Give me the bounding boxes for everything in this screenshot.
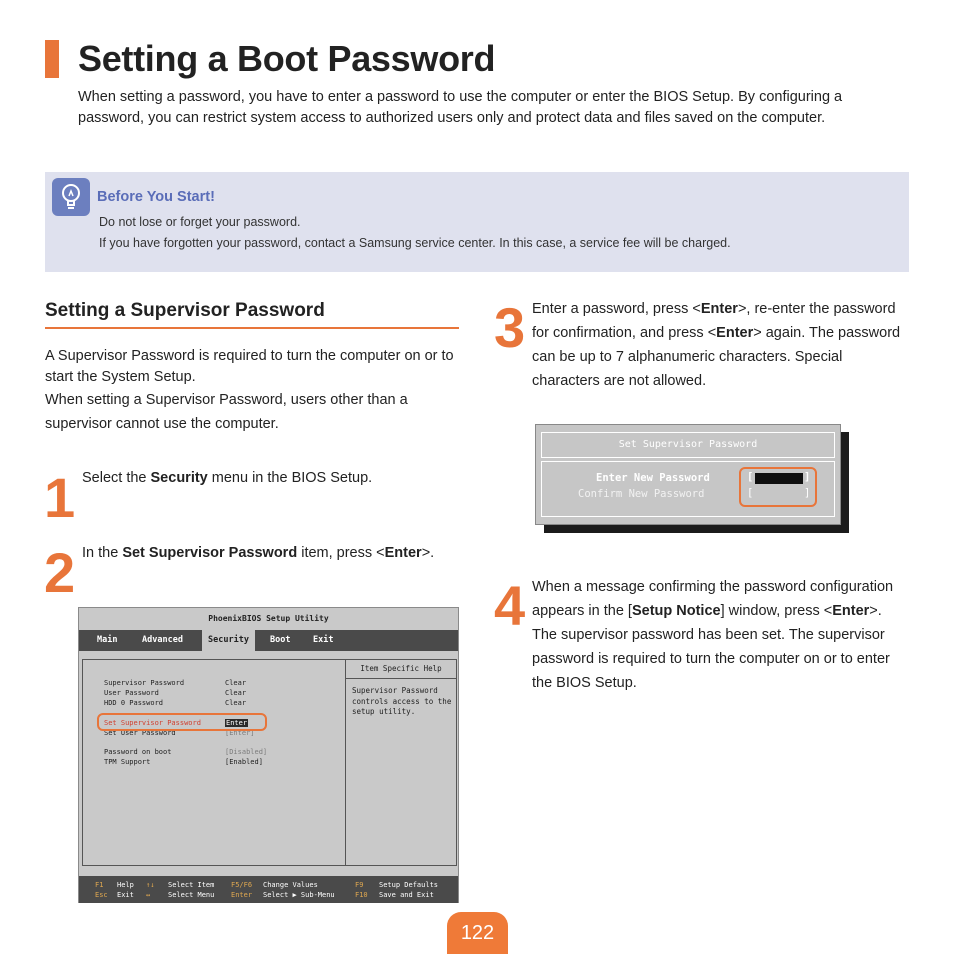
bios-key-label: Select Item: [168, 881, 215, 889]
bios-row-label: Supervisor Password: [104, 679, 185, 687]
step-3-text: Enter a password, press <Enter>, re-enter the password for confirmation, and press <Enter> again. The password can be up to 7 alphanumeric characters. Special characters are not allowed.: [532, 301, 901, 389]
bios-key: Esc: [95, 891, 108, 899]
bios-key: F1: [95, 881, 104, 889]
bios-help-text: Supervisor Password controls access to the setup utility.: [352, 686, 452, 716]
bracket-open: [: [747, 471, 754, 483]
bios-row-label-selected: Set Supervisor Password: [104, 719, 201, 727]
highlight-ring: [739, 467, 817, 507]
section-divider: [45, 327, 459, 329]
bios-key-label: Setup Defaults: [379, 881, 439, 889]
bios-menu-main: Main: [97, 635, 118, 645]
set-supervisor-password-dialog: [535, 424, 841, 525]
bios-menu-bar: [79, 630, 458, 651]
bios-row-value: Clear: [225, 689, 247, 697]
bios-menu-security: Security: [202, 630, 255, 651]
confirm-new-password-label: Confirm New Password: [578, 488, 705, 500]
bios-row-value: Clear: [225, 679, 247, 687]
bracket-open: [: [747, 487, 754, 499]
bios-row-value: [Disabled]: [225, 748, 268, 756]
step-number: 1: [44, 466, 74, 529]
step-number: 4: [494, 574, 524, 637]
bios-row-value-selected: Enter: [226, 719, 248, 727]
section-paragraph: A Supervisor Password is required to turn the computer on or to start the System Setup.: [45, 348, 454, 385]
section-paragraph: When setting a Supervisor Password, users other than a supervisor cannot use the computer.: [45, 392, 408, 432]
tip-title: Before You Start!: [97, 189, 215, 205]
bios-row-label: HDD 0 Password: [104, 699, 164, 707]
step-4-text: When a message confirming the password configuration appears in the [Setup Notice] window, press <Enter>. The supervisor password has been set. The supervisor password is required to turn the computer on or to enter the BIOS Setup.: [532, 575, 912, 695]
bios-key: ↑↓: [146, 881, 155, 889]
bios-key-label: Select Menu: [168, 891, 215, 899]
bios-setup-screenshot: [78, 607, 459, 903]
page-title: Setting a Boot Password: [78, 38, 496, 79]
highlight-ring: [97, 713, 267, 731]
bios-key: F9: [355, 881, 364, 889]
section-title: Setting a Supervisor Password: [45, 300, 325, 321]
bios-settings-panel: [82, 659, 346, 866]
bios-row-label: Password on boot: [104, 748, 172, 756]
section-body: [45, 346, 455, 436]
title-accent-bar: [45, 40, 59, 78]
bios-row-value: [Enabled]: [225, 758, 263, 766]
bios-footer: [79, 876, 458, 903]
bios-key-label: Save and Exit: [379, 891, 434, 899]
page-number: 122: [447, 912, 508, 954]
bios-row-label: Set User Password: [104, 729, 176, 737]
bios-header: PhoenixBIOS Setup Utility: [208, 614, 329, 623]
bios-key: F5/F6: [231, 881, 253, 889]
step-1-text: Select the Security menu in the BIOS Setup.: [82, 470, 373, 486]
bios-key: ↔: [146, 891, 151, 899]
tip-line: If you have forgotten your password, contact a Samsung service center. In this case, a service fee will be charged.: [99, 236, 731, 250]
bracket-close: ]: [804, 487, 811, 499]
step-number: 3: [494, 296, 524, 359]
bios-row-value: Clear: [225, 699, 247, 707]
bios-key-label: Change Values: [263, 881, 318, 889]
bios-menu-advanced: Advanced: [142, 635, 183, 645]
lightbulb-icon: [52, 178, 90, 216]
bios-key-label: Help: [117, 881, 134, 889]
intro-text: When setting a password, you have to enter a password to use the computer or enter the BIOS Setup. By configuring a password, you can restrict system access to authorized users only and protect data and files saved on the computer.: [78, 89, 843, 126]
enter-new-password-label: Enter New Password: [596, 472, 710, 484]
bios-key: Enter: [231, 891, 253, 899]
bracket-close: ]: [804, 471, 811, 483]
tip-line: Do not lose or forget your password.: [99, 215, 301, 229]
step-4-followup: The supervisor password has been set. The supervisor password is required to turn the computer on or to enter the BIOS Setup.: [532, 627, 890, 691]
dialog-title: Set Supervisor Password: [541, 432, 835, 458]
dialog-body: [541, 461, 835, 517]
bios-help-title: Item Specific Help: [346, 660, 456, 679]
bios-key: F10: [355, 891, 368, 899]
step-2-text: In the Set Supervisor Password item, press <Enter>.: [82, 545, 435, 561]
bios-key-label: Exit: [117, 891, 134, 899]
bios-menu-exit: Exit: [313, 635, 334, 645]
bios-key-label: Select ▶ Sub-Menu: [263, 891, 335, 899]
bios-menu-boot: Boot: [270, 635, 291, 645]
bios-row-label: TPM Support: [104, 758, 151, 766]
bios-row-value: [Enter]: [225, 729, 255, 737]
step-number: 2: [44, 541, 74, 604]
bios-help-panel: [345, 659, 457, 866]
bios-row-label: User Password: [104, 689, 159, 697]
